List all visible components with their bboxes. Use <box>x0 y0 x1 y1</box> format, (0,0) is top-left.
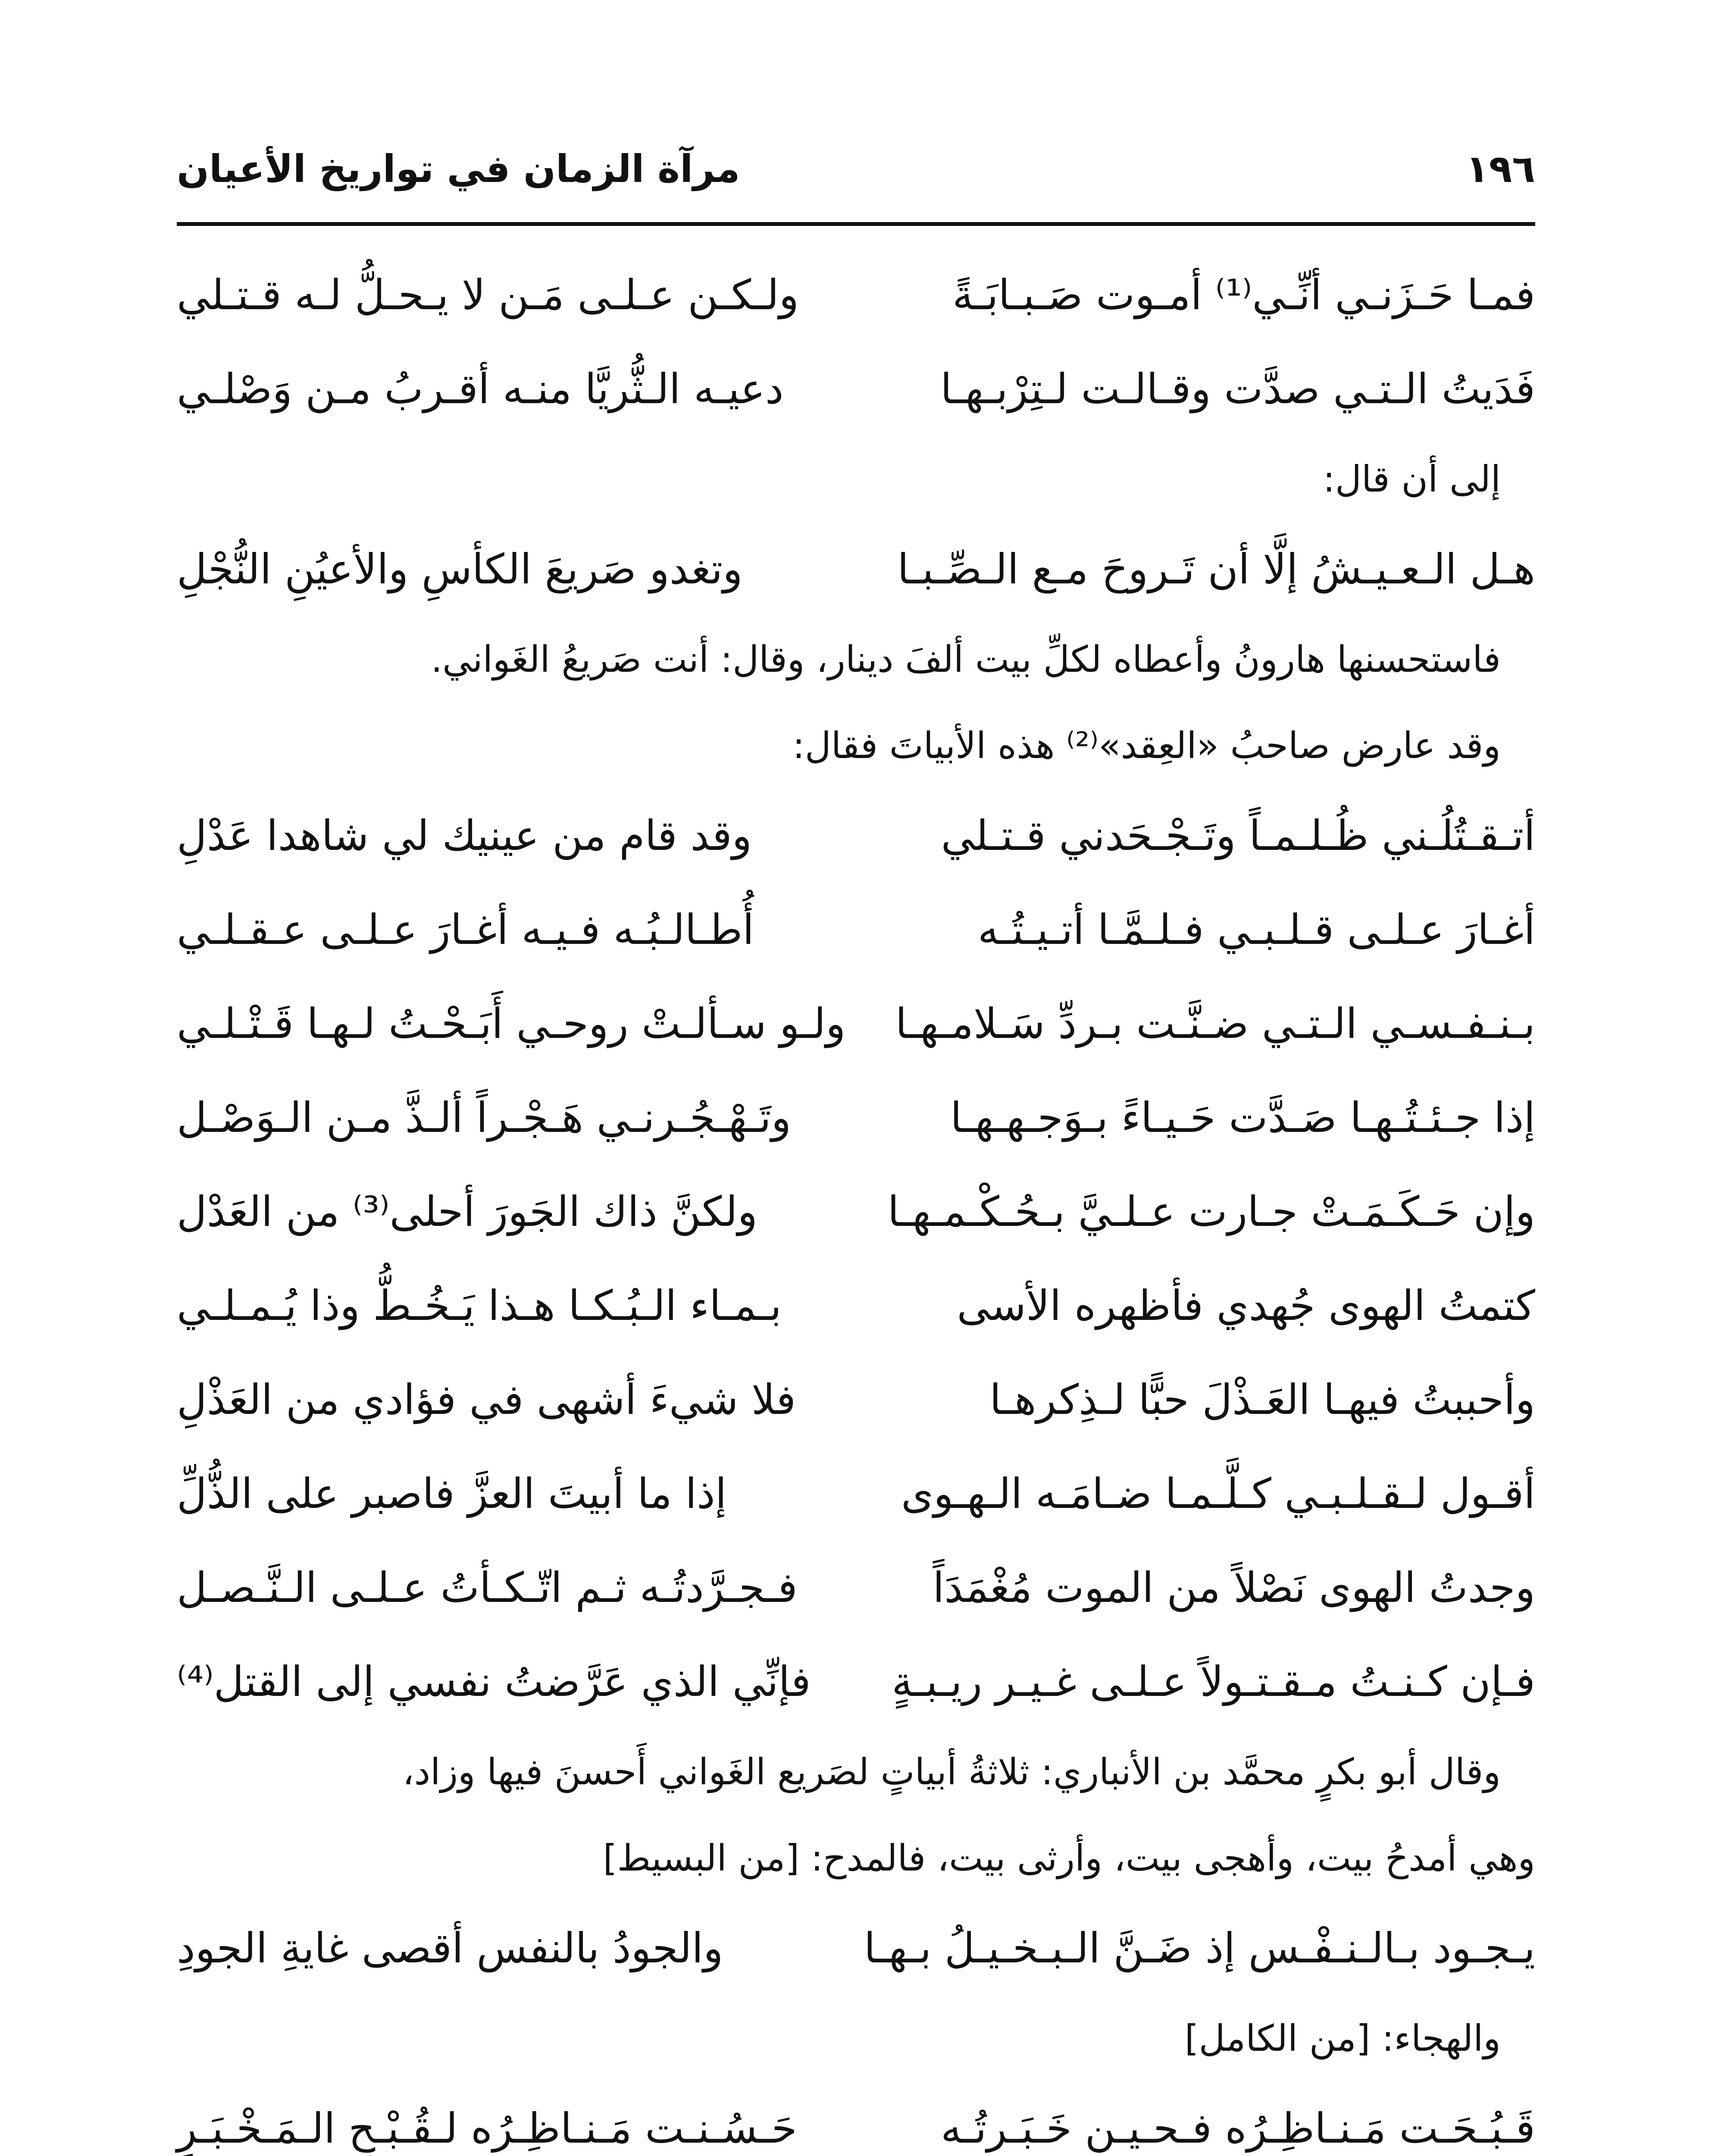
verse-line <box>177 1165 1535 1259</box>
page-header <box>177 142 1535 207</box>
prose-line: فاستحسنها هارونُ وأعطاه لكلِّ بيت ألفَ دينار، وقال: أنت صَريعُ الغَواني. <box>431 638 1501 680</box>
verse-line <box>177 1447 1535 1541</box>
verse-line <box>177 1259 1535 1353</box>
verse-second-hemistich: فإنِّي الذي عَرَّضتُ نفسي إلى القتل⁽⁴⁾ <box>177 1658 811 1706</box>
verse-line <box>177 248 1535 342</box>
verse-line <box>177 1071 1535 1165</box>
verse-line <box>177 522 1535 616</box>
verse-first-hemistich: فمـا حَـزَنـي أنِّـي⁽¹⁾ أمـوت صَـبـابَـةً <box>952 271 1535 319</box>
verse-first-hemistich: أتـقـتُلُـني ظُـلـمـاً وتَـجْـحَدني قـتـلي <box>941 812 1535 860</box>
verse-first-hemistich: وجدتُ الهوى نَصْلاً من الموت مُغْمَدَاً <box>933 1564 1535 1612</box>
verse-second-hemistich: وقد قام من عينيك لي شاهدا عَدْلِ <box>177 812 752 860</box>
running-title: مرآة الزمان في تواريخ الأعيان <box>177 147 740 191</box>
verse-second-hemistich: وتَـهْـجُـرنـي هَـجْـراً ألـذَّ مـن الـوَصْـل <box>177 1094 792 1142</box>
prose-line: إلى أن قال: <box>1323 458 1501 500</box>
verse-second-hemistich: فلا شيءَ أشهى في فؤادي من العَذْلِ <box>177 1376 796 1424</box>
verse-first-hemistich: إذا جـئـتُـهـا صَـدَّت حَـيـاءً بـوَجـهـهـا <box>950 1094 1535 1142</box>
verse-second-hemistich: والجودُ بالنفس أقصى غايةِ الجودِ <box>177 1924 723 1972</box>
verse-first-hemistich: كتمتُ الهوى جُهدي فأظهره الأسى <box>957 1282 1535 1330</box>
verse-first-hemistich: فَدَيتُ الـتـي صدَّت وقـالـت لـتِرْبـهـا <box>940 365 1535 413</box>
verse-first-hemistich: فـإن كـنـتُ مـقـتـولاً عـلـى غـيـر ريـبـةٍ <box>892 1658 1535 1706</box>
verse-line <box>177 977 1535 1071</box>
verse-second-hemistich: وتغدو صَريعَ الكأسِ والأعيُنِ النُّجْلِ <box>177 545 743 593</box>
verse-first-hemistich: يـجـود بـالـنـفْـس إذ ضَـنَّ الـبـخـيـلُ بـهـا <box>864 1924 1535 1972</box>
page-number: ١٩٦ <box>1465 147 1535 191</box>
verse-line <box>177 1635 1535 1729</box>
prose-line: وهي أمدحُ بيت، وأهجى بيت، وأرثى بيت، فالمدح: [من البسيط] <box>603 1837 1535 1879</box>
verse-second-hemistich: إذا ما أبيتَ العزَّ فاصبر على الذُّلِّ <box>177 1470 727 1518</box>
verse-second-hemistich: أُطـالـبُـه فـيـه أغـارَ عـلـى عـقـلـي <box>177 906 754 954</box>
verse-line <box>177 1901 1535 1995</box>
prose-line: وقال أبو بكرٍ محمَّد بن الأنباري: ثلاثةُ أبياتٍ لصَريع الغَواني أَحسنَ فيها وزاد، <box>402 1751 1501 1793</box>
verse-first-hemistich: قَـبُـحَـت مَـنـاظِـرُه فـحـيـن خَـبَـرتُـه <box>941 2104 1535 2153</box>
verse-second-hemistich: بـمـاء الـبُـكـا هـذا يَـخُـطُّ وذا يُـمـلـي <box>177 1282 782 1330</box>
header-rule <box>177 222 1535 226</box>
verse-first-hemistich: وأحببتُ فيهـا العَـذْلَ حبًّا لـذِكرهـا <box>989 1376 1535 1424</box>
prose-line: وقد عارض صاحبُ «العِقد»⁽²⁾ هذه الأبياتَ فقال: <box>792 724 1501 767</box>
verse-first-hemistich: أغـارَ عـلـى قـلـبـي فـلـمَّـا أتـيـتُـه <box>978 906 1535 954</box>
verse-second-hemistich: فـجـرَّدتُـه ثـم اتّـكـأتُ عـلـى الـنَّـصـل <box>177 1564 798 1612</box>
verse-first-hemistich: أقـول لـقـلـبـي كـلَّـمـا ضـامَـه الـهـوى <box>901 1470 1535 1518</box>
verse-second-hemistich: حَـسُـنـت مَـنـاظِـرُه لـقُـبْـحِ الـمَـخْـبَـرِ <box>177 2104 797 2153</box>
prose-line: والهجاء: [من الكامل] <box>1184 2017 1501 2059</box>
verse-line <box>177 1353 1535 1447</box>
verse-first-hemistich: هـل الـعـيـشُ إلَّا أن تَـروحَ مـع الـصِّـبـا <box>897 545 1535 593</box>
verse-line <box>177 2081 1535 2156</box>
verse-first-hemistich: وإن حَـكَـمَـتْ جـارت عـلـيَّ بـحُـكْـمـهـا <box>887 1188 1535 1236</box>
verse-line <box>177 789 1535 883</box>
verse-second-hemistich: ولـكـن عـلـى مَـن لا يـحـلُّ لـه قـتـلي <box>177 271 799 319</box>
verse-line <box>177 883 1535 977</box>
verse-second-hemistich: ولكنَّ ذاك الجَورَ أحلى⁽³⁾ من العَدْل <box>177 1188 757 1236</box>
verse-line <box>177 1541 1535 1635</box>
verse-line <box>177 342 1535 436</box>
verse-first-hemistich: بـنـفـسـي الـتـي ضـنَّـت بـردِّ سَـلامـهـا <box>895 1000 1535 1048</box>
main-text <box>177 248 1535 2156</box>
verse-second-hemistich: دعيـه الـثُّريَّا منـه أقـربُ مـن وَصْلـي <box>177 365 784 413</box>
verse-second-hemistich: ولـو سـألـتْ روحـي أَبَـحْـتُ لـهـا قَـتْـلـي <box>177 1000 846 1048</box>
